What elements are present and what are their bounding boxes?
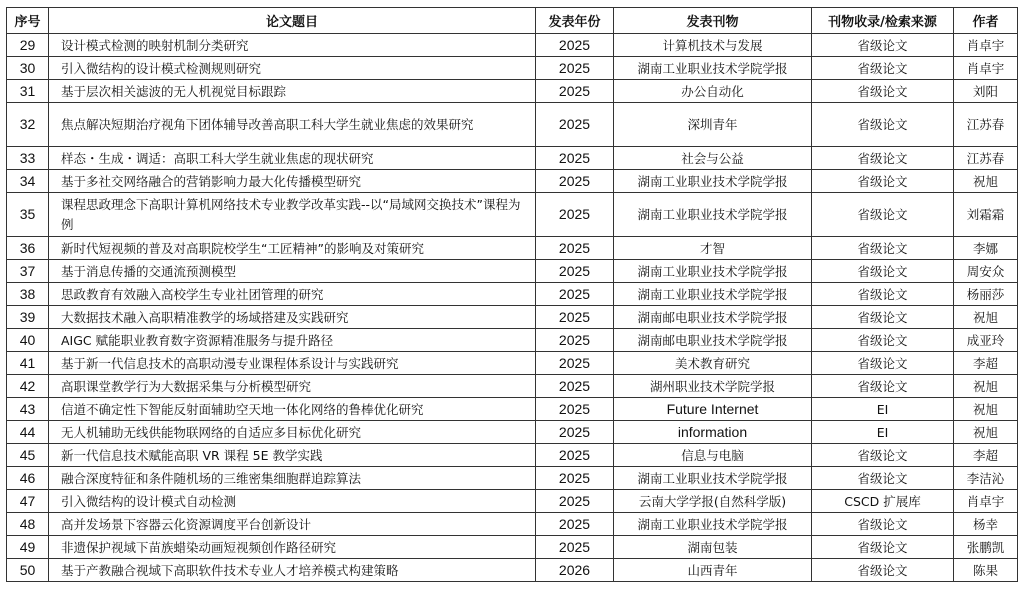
publish-year-cell: 2025 — [536, 467, 614, 490]
table-row — [7, 193, 1018, 237]
header-index-source: 刊物收录/检索来源 — [812, 8, 954, 34]
publish-year-cell: 2025 — [536, 444, 614, 467]
journal-cell: 湖南包装 — [614, 536, 812, 559]
author-cell: 肖卓宇 — [954, 490, 1018, 513]
serial-number-cell: 42 — [7, 375, 49, 398]
publish-year-cell: 2025 — [536, 513, 614, 536]
serial-number-cell: 38 — [7, 283, 49, 306]
journal-cell: 湖南工业职业技术学院学报 — [614, 513, 812, 536]
paper-title-cell: 引入微结构的设计模式检测规则研究 — [49, 57, 536, 80]
publish-year-cell: 2025 — [536, 490, 614, 513]
table-row — [7, 536, 1018, 559]
header-journal: 发表刊物 — [614, 8, 812, 34]
paper-title-cell: 引入微结构的设计模式自动检测 — [49, 490, 536, 513]
journal-cell: 湖南工业职业技术学院学报 — [614, 193, 812, 237]
publish-year-cell: 2025 — [536, 193, 614, 237]
index-source-cell: 省级论文 — [812, 444, 954, 467]
table-row — [7, 559, 1018, 582]
index-source-cell: 省级论文 — [812, 57, 954, 80]
serial-number-cell: 50 — [7, 559, 49, 582]
serial-number-cell: 36 — [7, 237, 49, 260]
index-source-cell: 省级论文 — [812, 147, 954, 170]
publish-year-cell: 2025 — [536, 329, 614, 352]
table-row — [7, 147, 1018, 170]
journal-cell: 信息与电脑 — [614, 444, 812, 467]
serial-number-cell: 32 — [7, 103, 49, 147]
journal-cell: information — [614, 421, 812, 444]
publish-year-cell: 2025 — [536, 34, 614, 57]
index-source-cell: EI — [812, 398, 954, 421]
table-row — [7, 375, 1018, 398]
serial-number-cell: 39 — [7, 306, 49, 329]
paper-title-cell: 基于多社交网络融合的营销影响力最大化传播模型研究 — [49, 170, 536, 193]
index-source-cell: 省级论文 — [812, 80, 954, 103]
table-row — [7, 57, 1018, 80]
publish-year-cell: 2025 — [536, 170, 614, 193]
journal-cell: Future Internet — [614, 398, 812, 421]
table-row — [7, 398, 1018, 421]
serial-number-cell: 45 — [7, 444, 49, 467]
paper-list-table — [6, 7, 1018, 582]
publish-year-cell: 2025 — [536, 536, 614, 559]
journal-cell: 美术教育研究 — [614, 352, 812, 375]
index-source-cell: 省级论文 — [812, 103, 954, 147]
index-source-cell: 省级论文 — [812, 329, 954, 352]
journal-cell: 湖州职业技术学院学报 — [614, 375, 812, 398]
index-source-cell: 省级论文 — [812, 513, 954, 536]
publish-year-cell: 2025 — [536, 375, 614, 398]
paper-title-cell: 非遗保护视域下苗族蜡染动画短视频创作路径研究 — [49, 536, 536, 559]
author-cell: 祝旭 — [954, 421, 1018, 444]
paper-title-cell: 基于层次相关滤波的无人机视觉目标跟踪 — [49, 80, 536, 103]
paper-title-cell: 基于产教融合视域下高职软件技术专业人才培养模式构建策略 — [49, 559, 536, 582]
paper-title-cell: 基于新一代信息技术的高职动漫专业课程体系设计与实践研究 — [49, 352, 536, 375]
index-source-cell: 省级论文 — [812, 536, 954, 559]
author-cell: 李洁沁 — [954, 467, 1018, 490]
serial-number-cell: 48 — [7, 513, 49, 536]
journal-cell: 湖南工业职业技术学院学报 — [614, 260, 812, 283]
author-cell: 杨幸 — [954, 513, 1018, 536]
paper-title-cell: 无人机辅助无线供能物联网络的自适应多目标优化研究 — [49, 421, 536, 444]
author-cell: 陈果 — [954, 559, 1018, 582]
author-cell: 祝旭 — [954, 398, 1018, 421]
index-source-cell: EI — [812, 421, 954, 444]
paper-title-cell: 课程思政理念下高职计算机网络技术专业教学改革实践--以“局域网交换技术”课程为例 — [49, 193, 536, 237]
serial-number-cell: 34 — [7, 170, 49, 193]
header-row — [7, 8, 1018, 34]
serial-number-cell: 41 — [7, 352, 49, 375]
table-row — [7, 513, 1018, 536]
author-cell: 李娜 — [954, 237, 1018, 260]
serial-number-cell: 43 — [7, 398, 49, 421]
table-row — [7, 34, 1018, 57]
author-cell: 杨丽莎 — [954, 283, 1018, 306]
serial-number-cell: 30 — [7, 57, 49, 80]
table-row — [7, 444, 1018, 467]
serial-number-cell: 35 — [7, 193, 49, 237]
serial-number-cell: 47 — [7, 490, 49, 513]
paper-title-cell: 设计模式检测的映射机制分类研究 — [49, 34, 536, 57]
author-cell: 江苏春 — [954, 103, 1018, 147]
table-row — [7, 421, 1018, 444]
journal-cell: 才智 — [614, 237, 812, 260]
table-row — [7, 352, 1018, 375]
paper-title-cell: 信道不确定性下智能反射面辅助空天地一体化网络的鲁棒优化研究 — [49, 398, 536, 421]
journal-cell: 湖南工业职业技术学院学报 — [614, 57, 812, 80]
serial-number-cell: 49 — [7, 536, 49, 559]
publish-year-cell: 2025 — [536, 237, 614, 260]
publish-year-cell: 2025 — [536, 80, 614, 103]
table-row — [7, 80, 1018, 103]
table-row — [7, 329, 1018, 352]
publish-year-cell: 2025 — [536, 283, 614, 306]
serial-number-cell: 37 — [7, 260, 49, 283]
author-cell: 刘霜霜 — [954, 193, 1018, 237]
table-row — [7, 237, 1018, 260]
publish-year-cell: 2025 — [536, 260, 614, 283]
index-source-cell: 省级论文 — [812, 375, 954, 398]
header-paper-title: 论文题目 — [49, 8, 536, 34]
journal-cell: 湖南工业职业技术学院学报 — [614, 283, 812, 306]
serial-number-cell: 40 — [7, 329, 49, 352]
author-cell: 李超 — [954, 444, 1018, 467]
author-cell: 张鹏凯 — [954, 536, 1018, 559]
index-source-cell: 省级论文 — [812, 306, 954, 329]
header-serial-number: 序号 — [7, 8, 49, 34]
serial-number-cell: 33 — [7, 147, 49, 170]
table-row — [7, 103, 1018, 147]
author-cell: 李超 — [954, 352, 1018, 375]
journal-cell: 湖南工业职业技术学院学报 — [614, 467, 812, 490]
serial-number-cell: 46 — [7, 467, 49, 490]
paper-title-cell: 融合深度特征和条件随机场的三维密集细胞群追踪算法 — [49, 467, 536, 490]
table-row — [7, 306, 1018, 329]
author-cell: 祝旭 — [954, 170, 1018, 193]
index-source-cell: 省级论文 — [812, 559, 954, 582]
publish-year-cell: 2025 — [536, 306, 614, 329]
publish-year-cell: 2025 — [536, 57, 614, 80]
header-author: 作者 — [954, 8, 1018, 34]
publish-year-cell: 2025 — [536, 398, 614, 421]
author-cell: 周安众 — [954, 260, 1018, 283]
table-header — [7, 8, 1018, 34]
index-source-cell: 省级论文 — [812, 260, 954, 283]
serial-number-cell: 29 — [7, 34, 49, 57]
author-cell: 江苏春 — [954, 147, 1018, 170]
serial-number-cell: 31 — [7, 80, 49, 103]
index-source-cell: 省级论文 — [812, 34, 954, 57]
journal-cell: 深圳青年 — [614, 103, 812, 147]
publish-year-cell: 2025 — [536, 147, 614, 170]
index-source-cell: 省级论文 — [812, 283, 954, 306]
paper-title-cell: 思政教育有效融入高校学生专业社团管理的研究 — [49, 283, 536, 306]
serial-number-cell: 44 — [7, 421, 49, 444]
author-cell: 肖卓宇 — [954, 57, 1018, 80]
author-cell: 祝旭 — [954, 375, 1018, 398]
author-cell: 祝旭 — [954, 306, 1018, 329]
paper-title-cell: 新时代短视频的普及对高职院校学生“工匠精神”的影响及对策研究 — [49, 237, 536, 260]
table-row — [7, 260, 1018, 283]
table-row — [7, 170, 1018, 193]
paper-title-cell: 基于消息传播的交通流预测模型 — [49, 260, 536, 283]
journal-cell: 湖南工业职业技术学院学报 — [614, 170, 812, 193]
index-source-cell: 省级论文 — [812, 467, 954, 490]
author-cell: 肖卓宇 — [954, 34, 1018, 57]
index-source-cell: 省级论文 — [812, 193, 954, 237]
author-cell: 成亚玲 — [954, 329, 1018, 352]
journal-cell: 山西青年 — [614, 559, 812, 582]
journal-cell: 湖南邮电职业技术学院学报 — [614, 306, 812, 329]
author-cell: 刘阳 — [954, 80, 1018, 103]
paper-title-cell: 高并发场景下容器云化资源调度平台创新设计 — [49, 513, 536, 536]
journal-cell: 社会与公益 — [614, 147, 812, 170]
table-row — [7, 490, 1018, 513]
table-row — [7, 467, 1018, 490]
table-row — [7, 283, 1018, 306]
index-source-cell: CSCD 扩展库 — [812, 490, 954, 513]
header-publish-year: 发表年份 — [536, 8, 614, 34]
publish-year-cell: 2025 — [536, 103, 614, 147]
paper-title-cell: AIGC 赋能职业教育数字资源精准服务与提升路径 — [49, 329, 536, 352]
journal-cell: 云南大学学报(自然科学版) — [614, 490, 812, 513]
table-body — [7, 34, 1018, 582]
index-source-cell: 省级论文 — [812, 352, 954, 375]
journal-cell: 计算机技术与发展 — [614, 34, 812, 57]
paper-title-cell: 高职课堂教学行为大数据采集与分析模型研究 — [49, 375, 536, 398]
paper-title-cell: 大数据技术融入高职精准教学的场域搭建及实践研究 — [49, 306, 536, 329]
publish-year-cell: 2025 — [536, 421, 614, 444]
index-source-cell: 省级论文 — [812, 237, 954, 260]
journal-cell: 办公自动化 — [614, 80, 812, 103]
paper-title-cell: 样态・生成・调适：高职工科大学生就业焦虑的现状研究 — [49, 147, 536, 170]
journal-cell: 湖南邮电职业技术学院学报 — [614, 329, 812, 352]
index-source-cell: 省级论文 — [812, 170, 954, 193]
paper-title-cell: 新一代信息技术赋能高职 VR 课程 5E 教学实践 — [49, 444, 536, 467]
paper-title-cell: 焦点解决短期治疗视角下团体辅导改善高职工科大学生就业焦虑的效果研究 — [49, 103, 536, 147]
publish-year-cell: 2026 — [536, 559, 614, 582]
publish-year-cell: 2025 — [536, 352, 614, 375]
